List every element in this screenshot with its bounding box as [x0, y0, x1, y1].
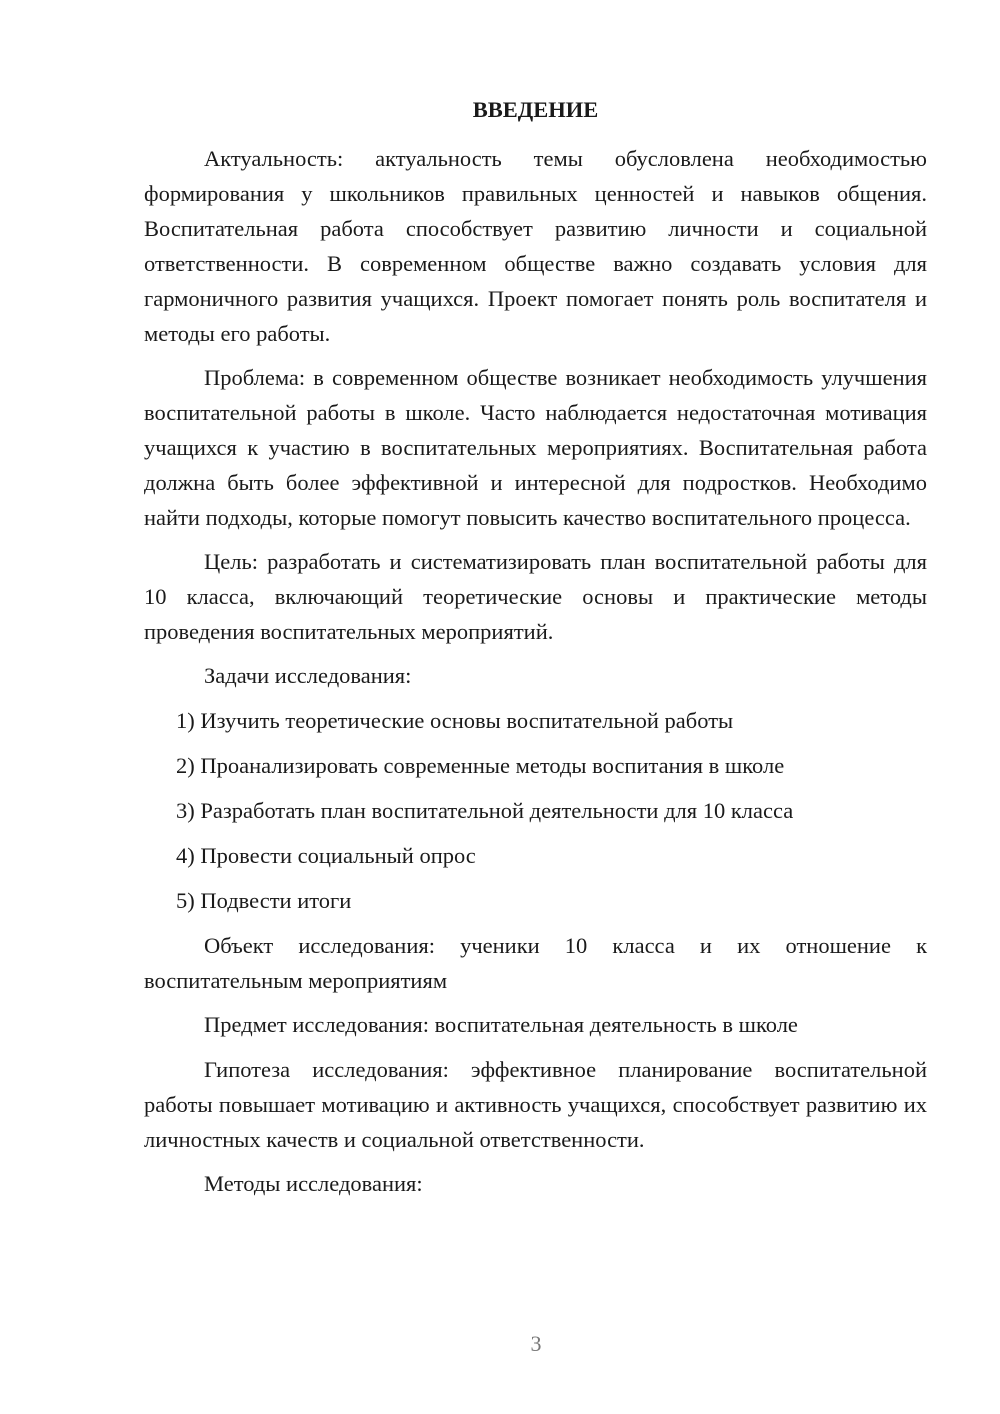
tasks-heading: Задачи исследования:	[204, 663, 412, 688]
relevance-paragraph: Актуальность: актуальность темы обусловлена необходимостью формирования у школьников правильных ценностей и навыков общения. Воспитательная работа способствует развитию личности и социальной ответственности. В современном обществе важно создавать условия для гармоничного развития учащихся. Проект помогает понять роль воспитателя и методы его работы.	[144, 146, 927, 346]
list-item: 5) Подвести итоги	[176, 888, 352, 913]
page-title: ВВЕДЕНИЕ	[472, 97, 599, 122]
object-paragraph: Объект исследования: ученики 10 класса и их отношение к воспитательным мероприятиям	[144, 933, 927, 993]
goal-paragraph: Цель: разработать и систематизировать план воспитательной работы для 10 класса, включающий теоретические основы и практические методы проведения воспитательных мероприятий.	[144, 549, 927, 644]
problem-paragraph: Проблема: в современном обществе возникает необходимость улучшения воспитательной работы в школе. Часто наблюдается недостаточная мотивация учащихся к участию в воспитательных мероприятиях. Воспитательная работа должна быть более эффективной и интересной для подростков. Необходимо найти подходы, которые помогут повысить качество воспитательного процесса.	[144, 365, 927, 530]
list-item: 4) Провести социальный опрос	[176, 843, 476, 868]
methods-heading: Методы исследования:	[204, 1171, 423, 1196]
list-item: 2) Проанализировать современные методы воспитания в школе	[176, 753, 785, 778]
tasks-list	[144, 703, 927, 918]
list-item: 1) Изучить теоретические основы воспитательной работы	[176, 708, 734, 733]
hypothesis-paragraph: Гипотеза исследования: эффективное планирование воспитательной работы повышает мотивацию и активность учащихся, способствует развитию их личностных качеств и социальной ответственности.	[144, 1057, 927, 1152]
page-number: 3	[530, 1331, 542, 1356]
list-item: 3) Разработать план воспитательной деятельности для 10 класса	[176, 798, 794, 823]
page-content	[144, 92, 927, 1211]
subject-paragraph: Предмет исследования: воспитательная деятельность в школе	[204, 1012, 798, 1037]
